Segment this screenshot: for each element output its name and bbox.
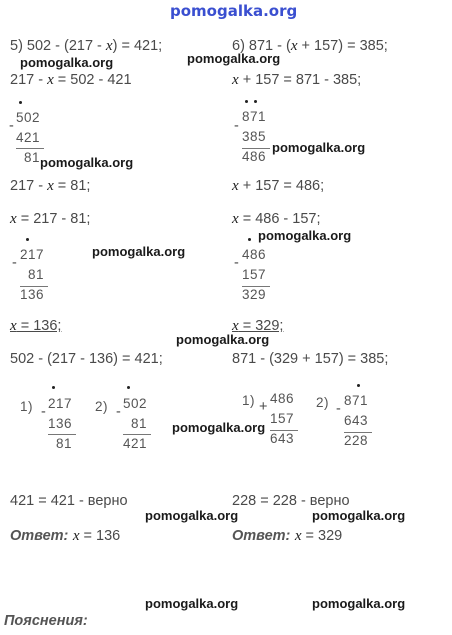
minus-sign: - [9, 118, 14, 134]
borrow-dot [127, 386, 130, 389]
column-subtraction: 502 81 421 [123, 396, 148, 451]
watermark: pomogalka.org [92, 244, 186, 259]
left-answer: Ответ: x = 136 [10, 528, 121, 544]
column-subtraction: 217 136 81 [48, 396, 73, 451]
borrow-dot [245, 100, 248, 103]
step-number: 2) [316, 395, 330, 410]
plus-sign: + [259, 399, 268, 415]
left-step-1: 217 - x = 502 - 421 [10, 72, 132, 88]
right-check: 871 - (329 + 157) = 385; [232, 351, 389, 367]
borrow-dot [357, 384, 360, 387]
right-result: x = 329; [232, 318, 284, 334]
watermark: pomogalka.org [312, 596, 406, 611]
watermark: pomogalka.org [258, 228, 352, 243]
explanations-heading: Пояснения: [4, 613, 88, 629]
right-answer: Ответ: x = 329 [232, 528, 343, 544]
left-result: x = 136; [10, 318, 62, 334]
minus-sign: - [336, 401, 341, 417]
step-number: 1) [242, 393, 256, 408]
minus-sign: - [234, 118, 239, 134]
borrow-dot [254, 100, 257, 103]
column-addition: 486 157 643 [270, 391, 295, 446]
watermark: pomogalka.org [272, 140, 366, 155]
sum-line [20, 286, 48, 287]
sum-line [123, 434, 151, 435]
sum-line [48, 434, 76, 435]
sum-line [16, 148, 44, 149]
minus-sign: - [12, 255, 17, 271]
step-number: 1) [20, 399, 34, 414]
right-step-2: x + 157 = 486; [232, 178, 325, 194]
borrow-dot [248, 238, 251, 241]
sum-line [270, 430, 298, 431]
column-subtraction: 502 421 81 [16, 110, 41, 165]
borrow-dot [26, 238, 29, 241]
column-subtraction: 217 81 136 [20, 247, 45, 302]
left-step-2: 217 - x = 81; [10, 178, 91, 194]
minus-sign: - [116, 404, 121, 420]
right-step-1: x + 157 = 871 - 385; [232, 72, 362, 88]
equation-6: 6) 871 - (x + 157) = 385; [232, 38, 388, 54]
watermark: pomogalka.org [145, 596, 239, 611]
column-subtraction: 486 157 329 [242, 247, 267, 302]
borrow-dot [19, 101, 22, 104]
sum-line [242, 286, 270, 287]
watermark: pomogalka.org [312, 508, 406, 523]
column-subtraction: 871 643 228 [344, 393, 369, 448]
column-subtraction: 871 385 486 [242, 109, 267, 164]
watermark: pomogalka.org [187, 51, 281, 66]
minus-sign: - [234, 255, 239, 271]
borrow-dot [52, 386, 55, 389]
minus-sign: - [41, 404, 46, 420]
watermark: pomogalka.org [176, 332, 270, 347]
watermark: pomogalka.org [172, 420, 266, 435]
watermark: pomogalka.org [20, 55, 114, 70]
left-check: 502 - (217 - 136) = 421; [10, 351, 163, 367]
step-number: 2) [95, 399, 109, 414]
right-step-3: x = 486 - 157; [232, 211, 321, 227]
sum-line [344, 432, 372, 433]
sum-line [242, 148, 270, 149]
equation-5: 5) 502 - (217 - x) = 421; [10, 38, 163, 54]
left-step-3: x = 217 - 81; [10, 211, 91, 227]
left-verify: 421 = 421 - верно [10, 493, 128, 509]
watermark: pomogalka.org [145, 508, 239, 523]
watermark: pomogalka.org [40, 155, 134, 170]
site-header: pomogalka.org [170, 2, 298, 20]
right-verify: 228 = 228 - верно [232, 493, 350, 509]
